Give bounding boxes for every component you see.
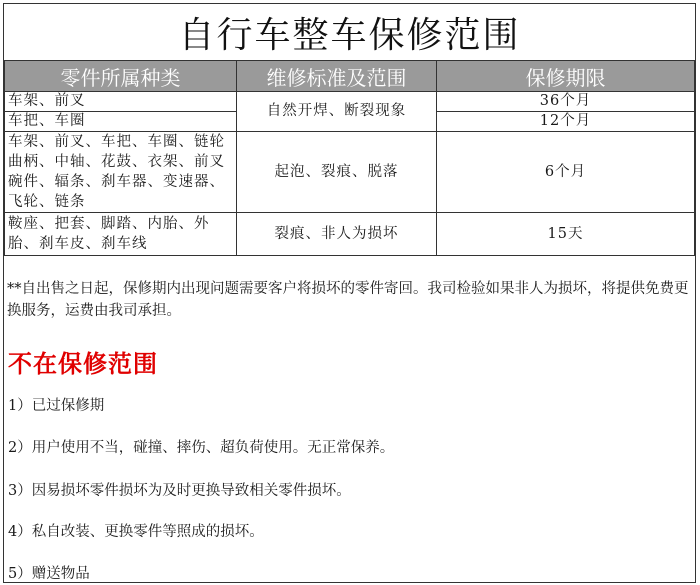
period-cell: 36个月 — [437, 92, 695, 112]
table-row — [5, 213, 695, 256]
exclusion-item: 4）私自改装、更换零件等照成的损坏。 — [8, 524, 264, 540]
table-row — [5, 92, 695, 112]
warranty-note: **自出售之日起，保修期内出现问题需要客户将损坏的零件寄回。我司检验如果非人为损坏，将提供免费更换服务，运费由我司承担。 — [7, 281, 689, 319]
table-row — [5, 132, 695, 213]
exclusion-item: 1）已过保修期 — [8, 398, 105, 414]
table-header-row — [5, 61, 695, 92]
standard-cell: 裂痕、非人为损坏 — [237, 213, 437, 256]
part-cell: 车把、车圈 — [5, 112, 237, 132]
standard-cell: 起泡、裂痕、脱落 — [237, 132, 437, 213]
header-warranty-period: 保修期限 — [437, 61, 695, 92]
period-cell: 15天 — [437, 213, 695, 256]
standard-cell: 自然开焊、断裂现象 — [237, 92, 437, 132]
page-title: 自行车整车保修范围 — [4, 4, 695, 61]
part-cell: 车架、前叉、车把、车圈、链轮曲柄、中轴、花鼓、衣架、前叉碗件、辐条、刹车器、变速器、飞轮、链条 — [5, 132, 237, 213]
header-repair-standard: 维修标准及范围 — [237, 61, 437, 92]
exclusions-heading: 不在保修范围 — [8, 350, 158, 378]
exclusion-item: 3）因易损坏零件损坏为及时更换导致相关零件损坏。 — [8, 483, 351, 499]
period-cell: 12个月 — [437, 112, 695, 132]
exclusion-item: 5）赠送物品 — [8, 566, 90, 582]
part-cell: 鞍座、把套、脚踏、内胎、外胎、刹车皮、刹车线 — [5, 213, 237, 256]
part-cell: 车架、前叉 — [5, 92, 237, 112]
header-part-category: 零件所属种类 — [5, 61, 237, 92]
period-cell: 6个月 — [437, 132, 695, 213]
warranty-sheet — [3, 3, 696, 583]
warranty-table — [4, 60, 695, 256]
exclusion-item: 2）用户使用不当，碰撞、摔伤、超负荷使用。无正常保养。 — [8, 440, 395, 456]
